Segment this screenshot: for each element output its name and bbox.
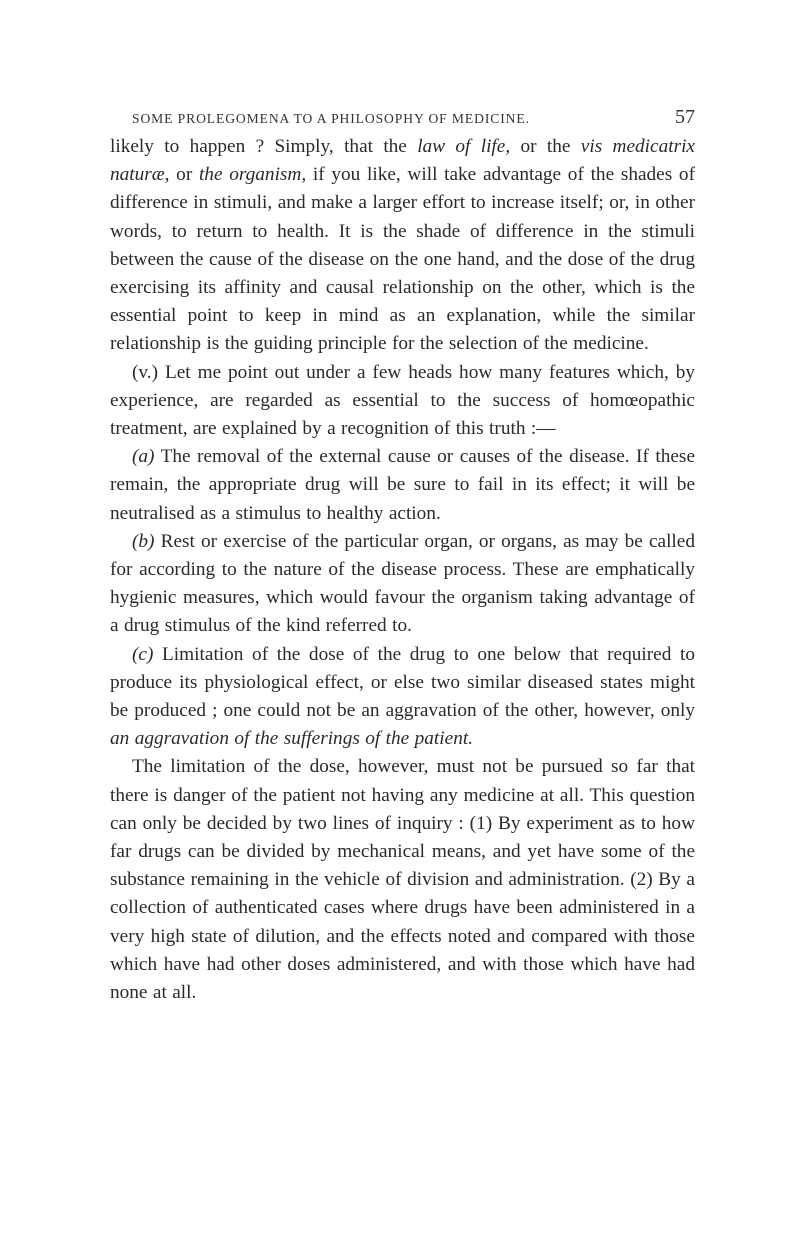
paragraph-5 — [110, 641, 695, 754]
book-page — [110, 106, 695, 1007]
paragraph-2: (v.) Let me point out under a few heads how many features which, by experience, are regarded as essential to the success of homœopathic treatment, are explained by a recognition of this truth :— — [110, 361, 695, 440]
p5-italic: an aggravation of the sufferings of the patient. — [110, 728, 474, 750]
paragraph-3 — [110, 443, 695, 528]
paragraph-6: The limitation of the dose, however, must not be pursued so far that there is danger of the patient not having any medicine at all. This question can only be decided by two lines of inquiry : (1) By experiment as to how far drugs can be divided by mechanical means, and yet have some of the substance remaining in the vehicle of division and administration. (2) By a collection of authenticated cases where drugs have been administered in a very high state of dilution, and the effects noted and compared with those which have had other doses administered, and with those which have had none at all. — [110, 756, 695, 1004]
p1-italic-vis-medicatrix: vis medicatrix naturæ, — [110, 136, 695, 186]
p1-text-a: likely to happen ? Simply, that the — [110, 136, 418, 157]
p4-text: Rest or exercise of the particular organ, or organs, as may be called for according to the nature of the disease process. These are emphatically hygienic measures, which would favour the organism taking advantage of a drug stimulus of the kind referred to. — [110, 530, 695, 637]
p1-text-b: or the — [510, 136, 581, 157]
paragraph-1 — [110, 133, 695, 359]
p1-italic-organism: the organism, — [198, 164, 307, 186]
p5-label: (c) — [132, 643, 154, 665]
body-text — [110, 133, 695, 1007]
p1-italic-law-of-life: law of life, — [417, 136, 511, 157]
p3-label: (a) — [132, 446, 155, 468]
p3-text: The removal of the external cause or causes of the disease. If these remain, the appropriate drug will be sure to fail in its effect; it will be neutralised as a stimulus to healthy action. — [110, 446, 695, 524]
running-head-title: SOME PROLEGOMENA TO A PHILOSOPHY OF MEDICINE. — [132, 111, 530, 126]
p1-text-c: or — [169, 164, 199, 186]
page-number: 57 — [675, 106, 695, 128]
paragraph-4 — [110, 528, 695, 641]
p5-text: Limitation of the dose of the drug to one below that required to produce its physiological effect, or else two similar diseased states might be produced ; one could not be an aggravation of the other, however, only — [110, 643, 695, 722]
running-head — [110, 106, 695, 130]
p4-label: (b) — [132, 530, 155, 552]
p1-text-d: if you like, will take advantage of the shades of difference in stimuli, and make a larger effort to increase itself; or, in other words, to return to health. It is the shade of difference in the stimuli between the cause of the disease on the one hand, and the dose of the drug exercising its affinity and causal relationship on the other, which is the essential point to keep in mind as an explanation, while the similar relationship is the guiding principle for the selection of the medicine. — [110, 164, 695, 355]
